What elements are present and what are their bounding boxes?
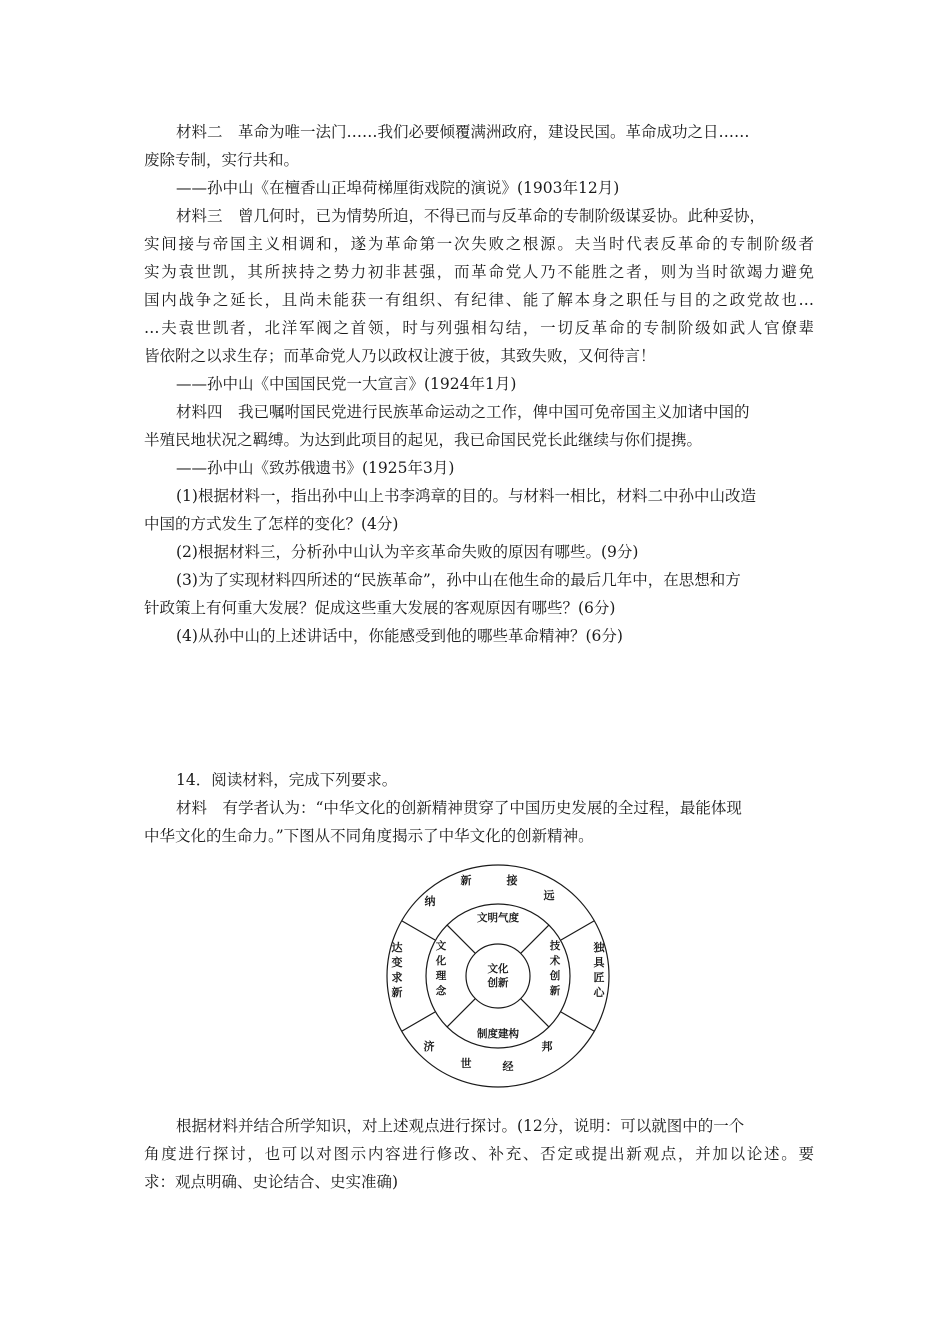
material-4-text: 材料四 我已嘱咐国民党进行民族革命运动之工作，俾中国可免帝国主义加诸中国的 [176, 403, 750, 421]
inner-label-top: 文明气度 [477, 912, 519, 924]
material-3-text: 材料三 曾几何时，已为情势所迫，不得已而与反革命的专制阶级谋妥协。此种妥协， [176, 207, 766, 225]
question-14-prompt: 根据材料并结合所学知识，对上述观点进行探讨。(12分，说明：可以就图中的一个 [176, 1117, 745, 1135]
culture-innovation-diagram [372, 862, 624, 1090]
center-circle [466, 944, 530, 1008]
material-4-text-cont: 半殖民地状况之羁缚。为达到此项目的起见，我已命国民党长此继续与你们提携。 [144, 431, 703, 449]
outer-label-bottom: 邦 [541, 1040, 553, 1053]
outer-label-bottom: 济 [423, 1040, 435, 1053]
inner-divider [447, 925, 475, 953]
material-2-source: ——孙中山《在檀香山正埠荷梯厘街戏院的演说》(1903年12月) [176, 179, 620, 197]
material-3-source: ——孙中山《中国国民党一大宣言》(1924年1月) [176, 375, 517, 393]
material-3-text-cont: 实为袁世凯，其所挟持之势力初非甚强，而革命党人乃不能胜之者，则为当时欲竭力避免 [144, 263, 814, 281]
question-1-cont: 中国的方式发生了怎样的变化？(4分) [144, 515, 399, 533]
outer-label-bottom: 经 [502, 1060, 514, 1073]
material-3-text-cont: …夫袁世凯者，北洋军阀之首领，时与列强相勾结，一切反革命的专制阶级如武人官僚辈 [144, 319, 814, 337]
inner-label-left: 化 [435, 955, 447, 967]
inner-divider [521, 925, 549, 953]
inner-label-left: 念 [435, 985, 447, 997]
inner-label-right: 术 [549, 955, 561, 967]
question-14-material-cont: 中华文化的生命力。”下图从不同角度揭示了中华文化的创新精神。 [144, 827, 594, 845]
outer-label-top: 接 [506, 874, 518, 887]
outer-label-right: 具 [593, 956, 605, 969]
question-2: (2)根据材料三，分析孙中山认为辛亥革命失败的原因有哪些。(9分) [176, 543, 639, 561]
outer-ring [387, 865, 609, 1087]
question-3: (3)为了实现材料四所述的“民族革命”，孙中山在他生命的最后几年中，在思想和方 [176, 571, 741, 589]
outer-label-top: 纳 [424, 895, 436, 908]
material-3-text-cont: 皆依附之以求生存；而革命党人乃以政权让渡于彼，其致失败，又何待言！ [144, 347, 656, 365]
question-14-heading: 14．阅读材料，完成下列要求。 [176, 771, 398, 789]
outer-label-top: 新 [460, 874, 472, 887]
outer-label-left: 达 [391, 941, 403, 954]
question-14-prompt-cont: 求：观点明确、史论结合、史实准确) [144, 1173, 399, 1191]
outer-label-left: 新 [391, 986, 403, 999]
material-2-text-cont: 废除专制，实行共和。 [144, 151, 300, 169]
outer-divider [402, 921, 435, 940]
inner-label-left: 文 [435, 940, 447, 952]
inner-divider [521, 999, 549, 1027]
question-1: (1)根据材料一，指出孙中山上书李鸿章的目的。与材料一相比，材料二中孙中山改造 [176, 487, 756, 505]
outer-label-right: 独 [593, 941, 605, 954]
outer-divider [402, 1012, 435, 1031]
center-label: 创新 [487, 977, 509, 989]
question-4: (4)从孙中山的上述讲话中，你能感受到他的哪些革命精神？(6分) [176, 627, 623, 645]
question-3-cont: 针政策上有何重大发展？促成这些重大发展的客观原因有哪些？(6分) [144, 599, 616, 617]
outer-divider [561, 921, 594, 940]
question-14-material: 材料 有学者认为：“中华文化的创新精神贯穿了中国历史发展的全过程，最能体现 [176, 799, 742, 817]
inner-divider [447, 999, 475, 1027]
material-3-text-cont: 实间接与帝国主义相调和，遂为革命第一次失败之根源。夫当时代表反革命的专制阶级者 [144, 235, 814, 253]
center-label: 文化 [487, 963, 509, 975]
material-2-text: 材料二 革命为唯一法门……我们必要倾覆满洲政府，建设民国。革命成功之日…… [176, 123, 750, 141]
outer-label-right: 匠 [593, 971, 605, 984]
inner-label-left: 理 [435, 970, 447, 982]
inner-label-right: 创 [549, 970, 561, 982]
inner-label-right: 技 [549, 940, 561, 952]
outer-label-bottom: 世 [460, 1057, 472, 1070]
question-14-prompt-cont: 角度进行探讨，也可以对图示内容进行修改、补充、否定或提出新观点，并加以论述。要 [144, 1145, 814, 1163]
outer-label-top: 远 [543, 889, 555, 902]
outer-label-right: 心 [593, 986, 605, 999]
material-4-source: ——孙中山《致苏俄遗书》(1925年3月) [176, 459, 455, 477]
material-3-text-cont: 国内战争之延长，且尚未能获一有组织、有纪律、能了解本身之职任与目的之政党故也… [144, 291, 814, 309]
outer-label-left: 求 [391, 971, 403, 984]
inner-label-bottom: 制度建构 [477, 1028, 519, 1040]
outer-label-left: 变 [391, 956, 403, 969]
inner-label-right: 新 [549, 985, 561, 997]
outer-divider [561, 1012, 594, 1031]
